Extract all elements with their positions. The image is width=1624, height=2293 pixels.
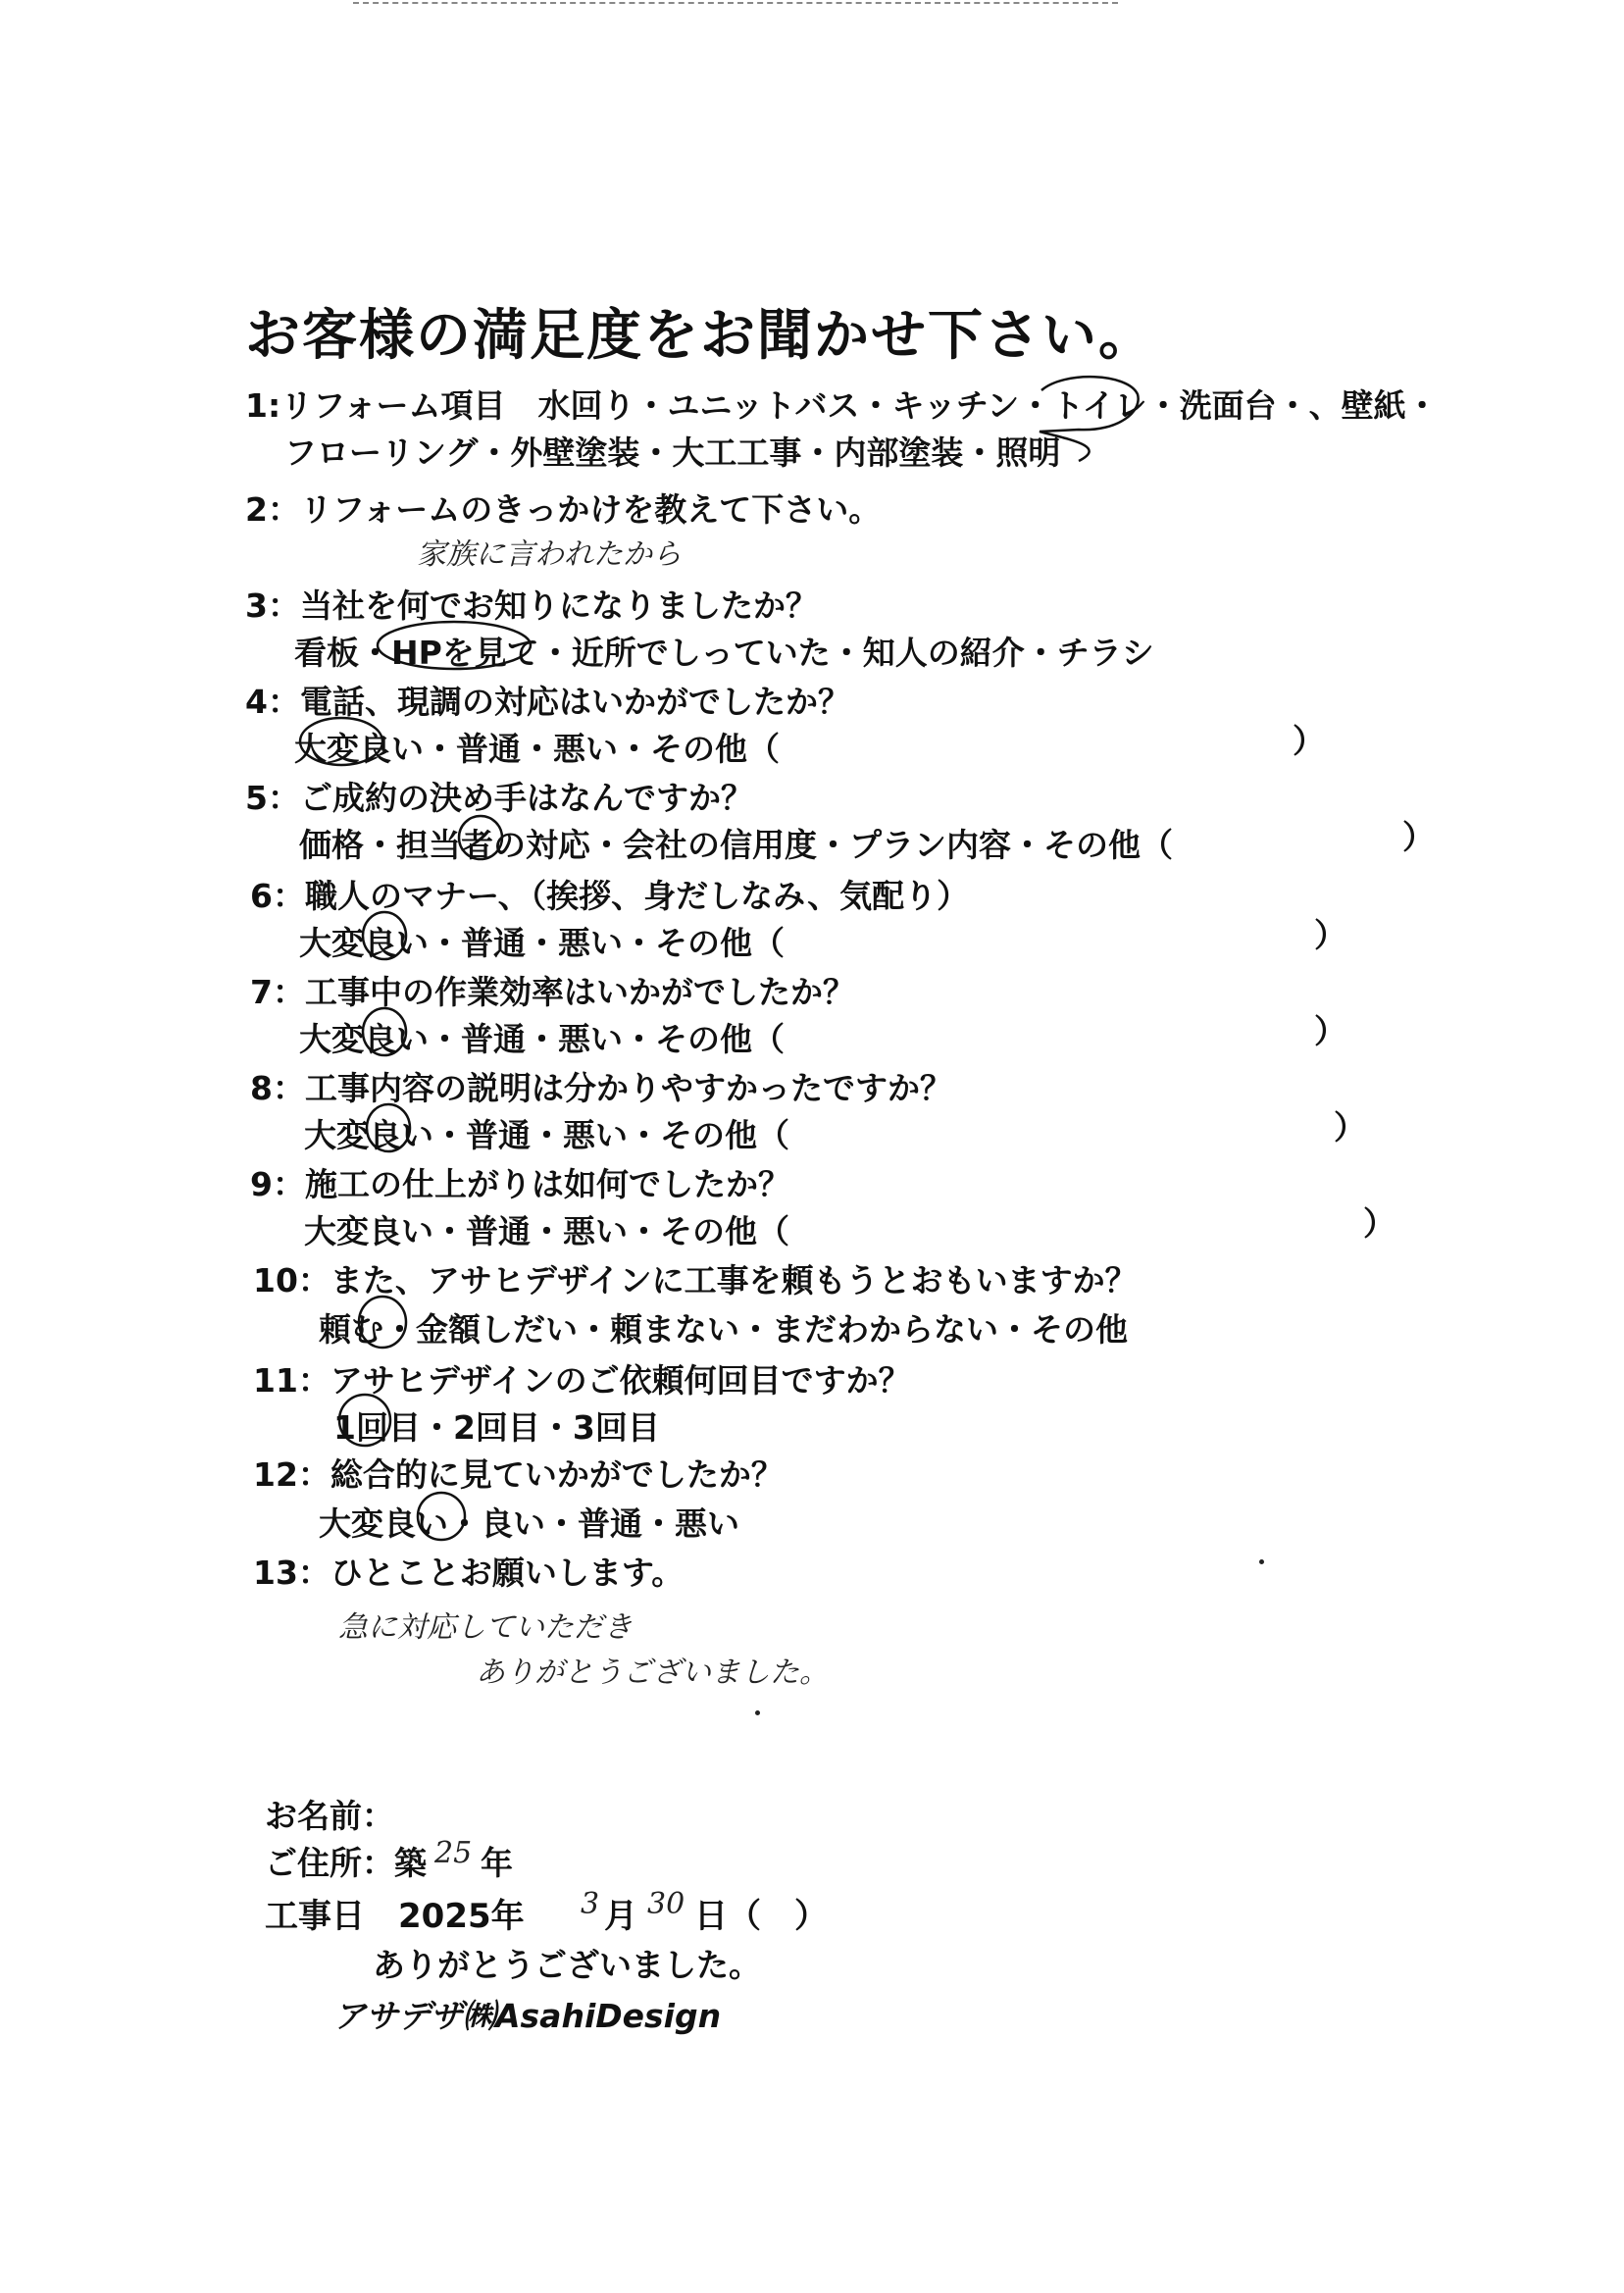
- construction-date-label: 工事日 2025年: [265, 1897, 525, 1936]
- answer-13-handwritten-line-1: 急に対応していただき: [338, 1610, 633, 1645]
- answer-12-options: 大変良い・良い・普通・悪い: [319, 1504, 739, 1543]
- question-13: 13：ひとことお願いします。: [253, 1554, 685, 1592]
- question-10: 10：また、アサヒデザインに工事を頼もうとおもいますか？: [253, 1261, 1138, 1299]
- company-name: アサデザ㈱AsahiDesign: [333, 1997, 722, 2035]
- question-7: 7：工事中の作業効率はいかがでしたか？: [250, 973, 855, 1011]
- answer-10-options: 頼む・金額しだい・頼まない・まだわからない・その他: [319, 1310, 1128, 1349]
- answer-4-close-paren: ）: [1293, 722, 1325, 760]
- question-1: 1:リフォーム項目 水回り・ユニットバス・キッチン・トイレ・洗面台・、壁紙・: [245, 386, 1439, 425]
- construction-date-month-suffix: 月: [604, 1897, 637, 1936]
- answer-6-options: 大変良い・普通・悪い・その他（: [299, 924, 785, 962]
- page-title: お客様の満足度をお聞かせ下さい。: [245, 304, 1155, 368]
- answer-7-options: 大変良い・普通・悪い・その他（: [299, 1020, 785, 1058]
- name-label: お名前：: [265, 1797, 394, 1835]
- answer-5-close-paren: ）: [1402, 818, 1435, 856]
- answer-2-handwritten: 家族に言われたから: [417, 537, 682, 572]
- construction-date-day-suffix: 日（ ）: [694, 1897, 828, 1936]
- question-5: 5：ご成約の決め手はなんですか？: [245, 779, 753, 817]
- answer-8-options: 大変良い・普通・悪い・その他（: [304, 1116, 789, 1154]
- scan-speck: [1259, 1559, 1264, 1564]
- question-11: 11：アサヒデザインのご依頼何回目ですか？: [253, 1361, 911, 1400]
- construction-date-day: 30: [647, 1887, 685, 1921]
- question-12: 12：総合的に見ていかがでしたか？: [253, 1455, 784, 1494]
- question-4: 4：電話、現調の対応はいかがでしたか？: [245, 683, 850, 721]
- thanks-message: ありがとうございました。: [373, 1946, 761, 1984]
- address-handwritten-years: 25: [434, 1836, 473, 1870]
- question-3: 3：当社を何でお知りになりましたか？: [245, 586, 818, 625]
- answer-13-handwritten-line-2: ありがとうございました。: [476, 1656, 829, 1690]
- question-9: 9：施工の仕上がりは如何でしたか？: [250, 1165, 790, 1203]
- question-2: 2：リフォームのきっかけを教えて下さい。: [245, 490, 882, 529]
- answer-6-close-paren: ）: [1314, 916, 1346, 954]
- question-6: 6：職人のマナー、（挨拶、身だしなみ、気配り）: [250, 877, 970, 915]
- answer-8-close-paren: ）: [1334, 1108, 1366, 1146]
- answer-3-options: 看板・HPを見て・近所でしっていた・知人の紹介・チラシ: [294, 634, 1154, 672]
- question-8: 8：工事内容の説明は分かりやすかったですか？: [250, 1069, 952, 1107]
- answer-9-close-paren: ）: [1363, 1204, 1396, 1243]
- scan-speck: [755, 1710, 760, 1715]
- address-suffix: 年: [481, 1844, 513, 1882]
- answer-11-options: 1回目・2回目・3回目: [333, 1408, 660, 1447]
- answer-4-options: 大変良い・普通・悪い・その他（: [294, 730, 780, 768]
- scan-top-edge: [353, 2, 1118, 4]
- answer-7-close-paren: ）: [1314, 1012, 1346, 1050]
- construction-date-month: 3: [581, 1887, 600, 1921]
- answer-9-options: 大変良い・普通・悪い・その他（: [304, 1212, 789, 1250]
- answer-5-options: 価格・担当者の対応・会社の信用度・プラン内容・その他（: [299, 826, 1173, 864]
- address-label: ご住所：築: [265, 1844, 427, 1882]
- answer-1-options: フローリング・外壁塗装・大工工事・内部塗装・照明: [284, 433, 1061, 472]
